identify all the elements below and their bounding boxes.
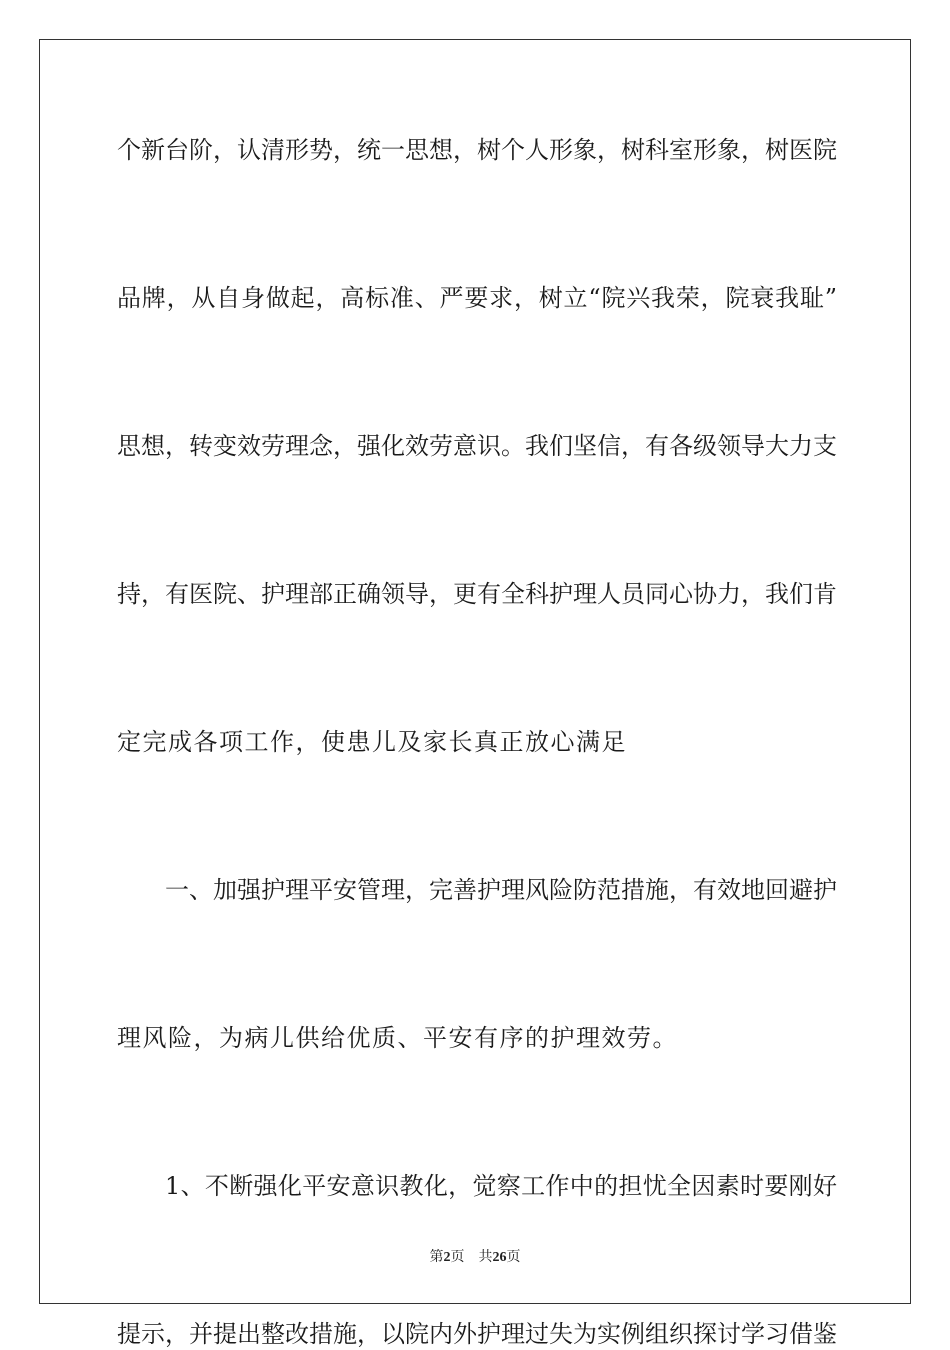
page-prefix: 第 (429, 1249, 444, 1265)
list-item-line: 提示，并提出整改措施，以院内外护理过失为实例组织探讨学习借鉴 (117, 1320, 837, 1348)
paragraph-line: 品牌，从自身做起，高标准、严要求，树立“院兴我荣，院衰我耻” (117, 284, 837, 312)
paragraph-line: 定完成各项工作，使患儿及家长真正放心满足 (117, 728, 627, 756)
total-suffix: 页 (506, 1249, 521, 1265)
section-heading-line: 一、加强护理平安管理，完善护理风险防范措施，有效地回避护 (165, 876, 837, 904)
page-suffix: 页 (450, 1249, 465, 1265)
paragraph-line: 思想，转变效劳理念，强化效劳意识。我们坚信，有各级领导大力支 (117, 432, 837, 460)
page-number: 2 (443, 1250, 451, 1265)
section-heading-line: 理风险，为病儿供给优质、平安有序的护理效劳。 (117, 1024, 678, 1052)
total-pages: 26 (492, 1250, 507, 1265)
total-prefix: 共 (478, 1249, 493, 1265)
list-item-line: 1、不断强化平安意识教化，觉察工作中的担忧全因素时要刚好 (165, 1172, 837, 1200)
page-border (39, 39, 911, 1304)
paragraph-line: 持，有医院、护理部正确领导，更有全科护理人员同心协力，我们肯 (117, 580, 837, 608)
paragraph-line: 个新台阶，认清形势，统一思想，树个人形象，树科室形象，树医院 (117, 136, 837, 164)
page-footer (0, 1247, 950, 1268)
